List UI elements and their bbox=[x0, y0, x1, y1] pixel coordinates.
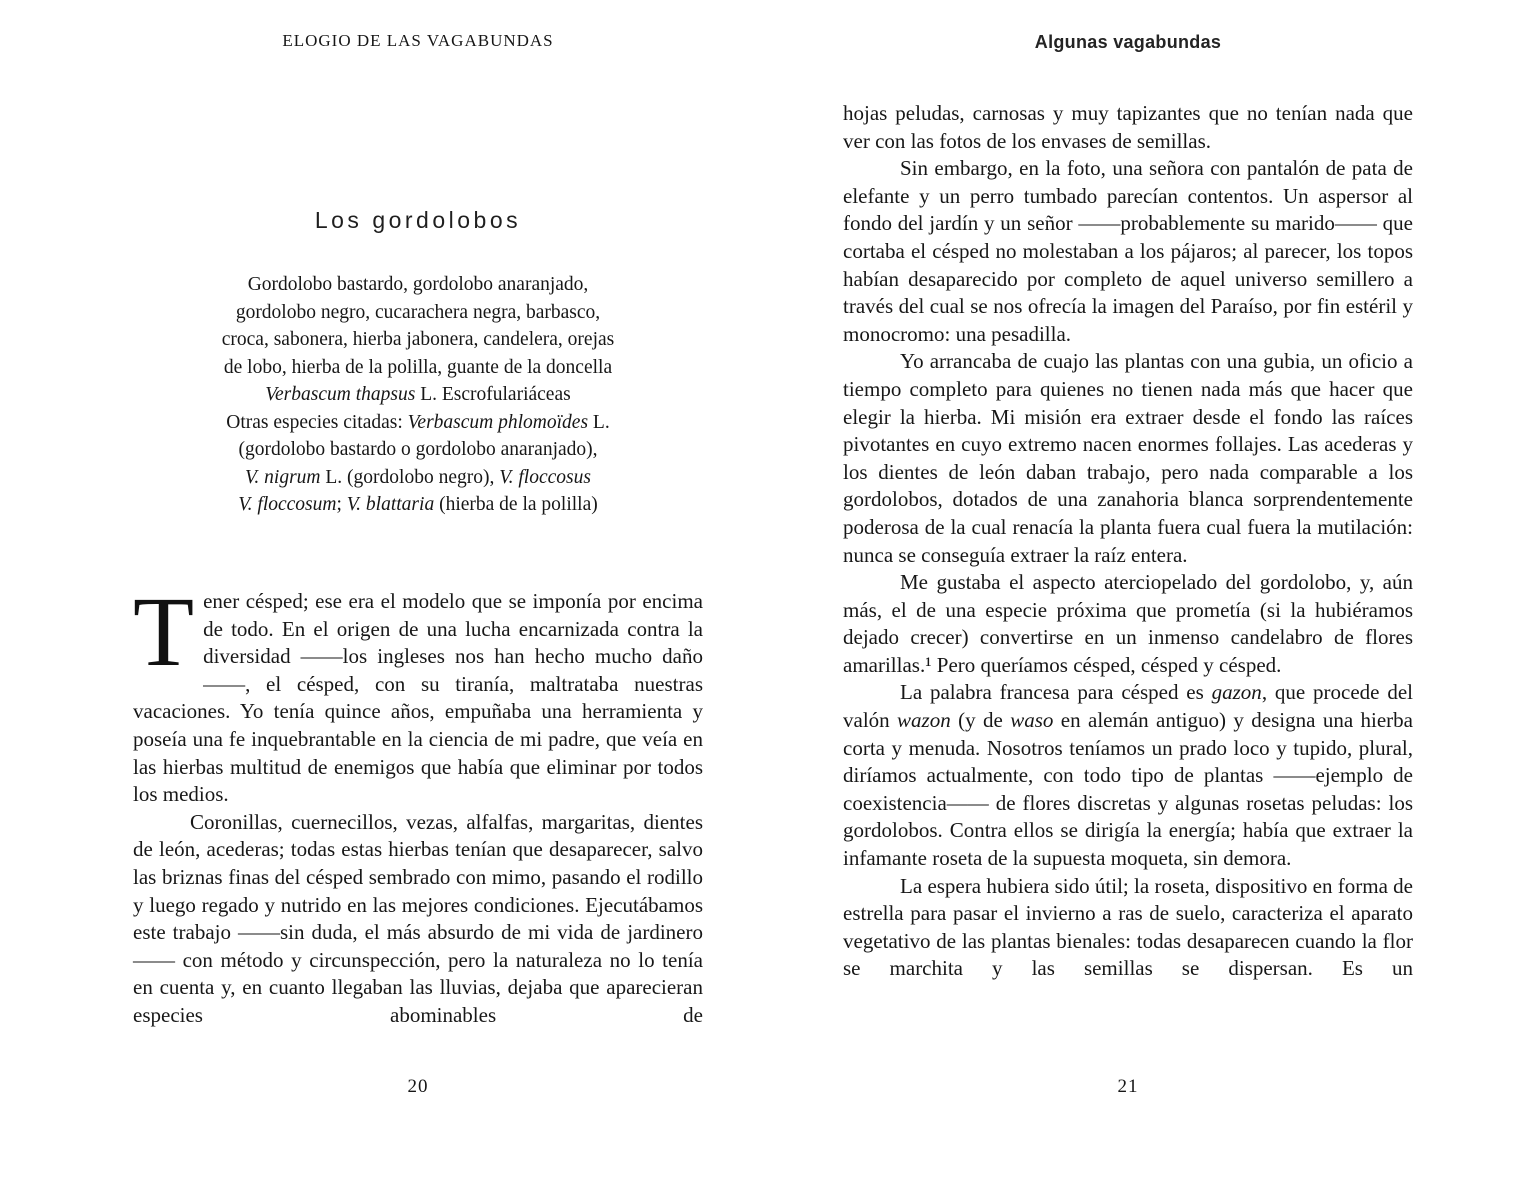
paragraph-text: Me gustaba el aspecto aterciopelado del gordolobo, y, aún más, el de una especie próxima que prometía (si la hubiéramos dejado crecer) convertirse en un inmenso candelabro de flores amarillas.¹ Pero queríamos césped, césped y césped. bbox=[843, 570, 1413, 677]
right-page bbox=[843, 0, 1413, 1181]
paragraph-text: Sin embargo, en la foto, una señora con pantalón de pata de elefante y un perro tumbado parecían contentos. Un aspersor al fondo del jardín y un señor ——probablemente su marido—— que cortaba el césped no molestaban a los pájaros; al parecer, los topos habían desaparecido por completo de aquel universo semillero a través del cual se nos ofrecía la imagen del Paraíso, por fin estéril y monocromo: una pesadilla. bbox=[843, 156, 1413, 346]
epigraph-line: Verbascum thapsus L. Escrofulariáceas bbox=[265, 384, 571, 405]
epigraph-line: Otras especies citadas: Verbascum phlomoïdes L. bbox=[226, 411, 610, 433]
chapter-title: Los gordolobos bbox=[314, 207, 522, 233]
left-body-text bbox=[133, 576, 703, 1030]
epigraph-line: gordolobo negro, cucarachera negra, barbasco, bbox=[235, 301, 601, 323]
paragraph-text: Yo arrancaba de cuajo las plantas con una gubia, un oficio a tiempo completo para quienes no tienen nada más que hacer que elegir la hierba. Mi misión era extraer desde el fondo las raíces pivotantes en cuyo extremo nacen enormes follajes. Las acederas y los dientes de león daban trabajo, pero nada comparable a los gordolobos, dotados de una zanahoria blanca sorprendentemente poderosa de la cual renacía la planta fuera cual fuera la mutilación: nunca se conseguía extraer la raíz entera. bbox=[843, 349, 1413, 567]
left-page bbox=[133, 0, 703, 1181]
paragraph-text: ener césped; ese era el modelo que se imponía por encima de todo. En el origen de una lucha encarnizada contra la diversidad ——los ingleses nos han hecho mucho daño——, el césped, con su tiranía, maltrataba nuestras vacaciones. Yo tenía quince años, empuñaba una herramienta y poseía una fe inquebrantable en la ciencia de mi padre, que veía en las hierbas multitud de enemigos que había que eliminar por todos los medios. bbox=[133, 589, 703, 807]
paragraph-text: hojas peludas, carnosas y muy tapizantes que no tenían nada que ver con las fotos de los envases de semillas. bbox=[843, 101, 1413, 153]
paragraph bbox=[843, 155, 1413, 348]
left-running-header: ELOGIO DE LAS VAGABUNDAS bbox=[282, 31, 554, 50]
epigraph-line: croca, sabonera, hierba jabonera, candelera, orejas bbox=[221, 329, 615, 350]
epigraph-line: V. nigrum L. (gordolobo negro), V. floccosus bbox=[245, 466, 591, 488]
paragraph bbox=[843, 679, 1413, 872]
left-page-number: 20 bbox=[407, 1076, 429, 1097]
drop-cap: T bbox=[133, 576, 195, 687]
paragraph bbox=[133, 809, 703, 1030]
paragraph bbox=[843, 100, 1413, 155]
paragraph-text: La espera hubiera sido útil; la roseta, dispositivo en forma de estrella para pasar el invierno a ras de suelo, caracteriza el aparato vegetativo de las plantas bienales: todas desaparecen cuando la flor se marchita y las semillas se dispersan. Es un bbox=[843, 873, 1413, 981]
paragraph bbox=[133, 576, 703, 809]
epigraph-line: de lobo, hierba de la polilla, guante de la doncella bbox=[223, 356, 613, 378]
paragraph bbox=[843, 569, 1413, 679]
paragraph-text: Coronillas, cuernecillos, vezas, alfalfas, margaritas, dientes de león, acederas; todas estas hierbas tenían que desaparecer, salvo las briznas finas del césped sembrado con mimo, pasando el rodillo y luego regado y nutrido en las mejores condiciones. Ejecutábamos este trabajo ——sin duda, el más absurdo de mi vida de jardinero—— con método y circunspección, pero la naturaleza no lo tenía en cuenta y, en cuanto llegaban las lluvias, dejaba que aparecieran especies abominables de bbox=[133, 809, 703, 1027]
paragraph-text: La palabra francesa para césped es gazon, que procede del valón wazon (y de waso en alemán antiguo) y designa una hierba corta y menuda. Nosotros teníamos un prado loco y tupido, plural, diríamos actualmente, con todo tipo de plantas ——ejemplo de coexistencia—— de flores discretas y algunas rosetas peludas: los gordolobos. Contra ellos se dirigía la energía; había que extraer la infamante roseta de la supuesta moqueta, sin demora. bbox=[843, 680, 1413, 871]
epigraph-line: (gordolobo bastardo o gordolobo anaranjado), bbox=[238, 439, 598, 460]
paragraph bbox=[843, 873, 1413, 983]
epigraph-line: Gordolobo bastardo, gordolobo anaranjado, bbox=[247, 274, 589, 295]
right-page-number: 21 bbox=[1117, 1076, 1139, 1097]
right-body-text bbox=[843, 100, 1413, 983]
paragraph bbox=[843, 348, 1413, 569]
epigraph-line: V. floccosum; V. blattaria (hierba de la polilla) bbox=[238, 494, 598, 515]
species-epigraph bbox=[113, 271, 723, 519]
right-running-header: Algunas vagabundas bbox=[1034, 32, 1222, 52]
